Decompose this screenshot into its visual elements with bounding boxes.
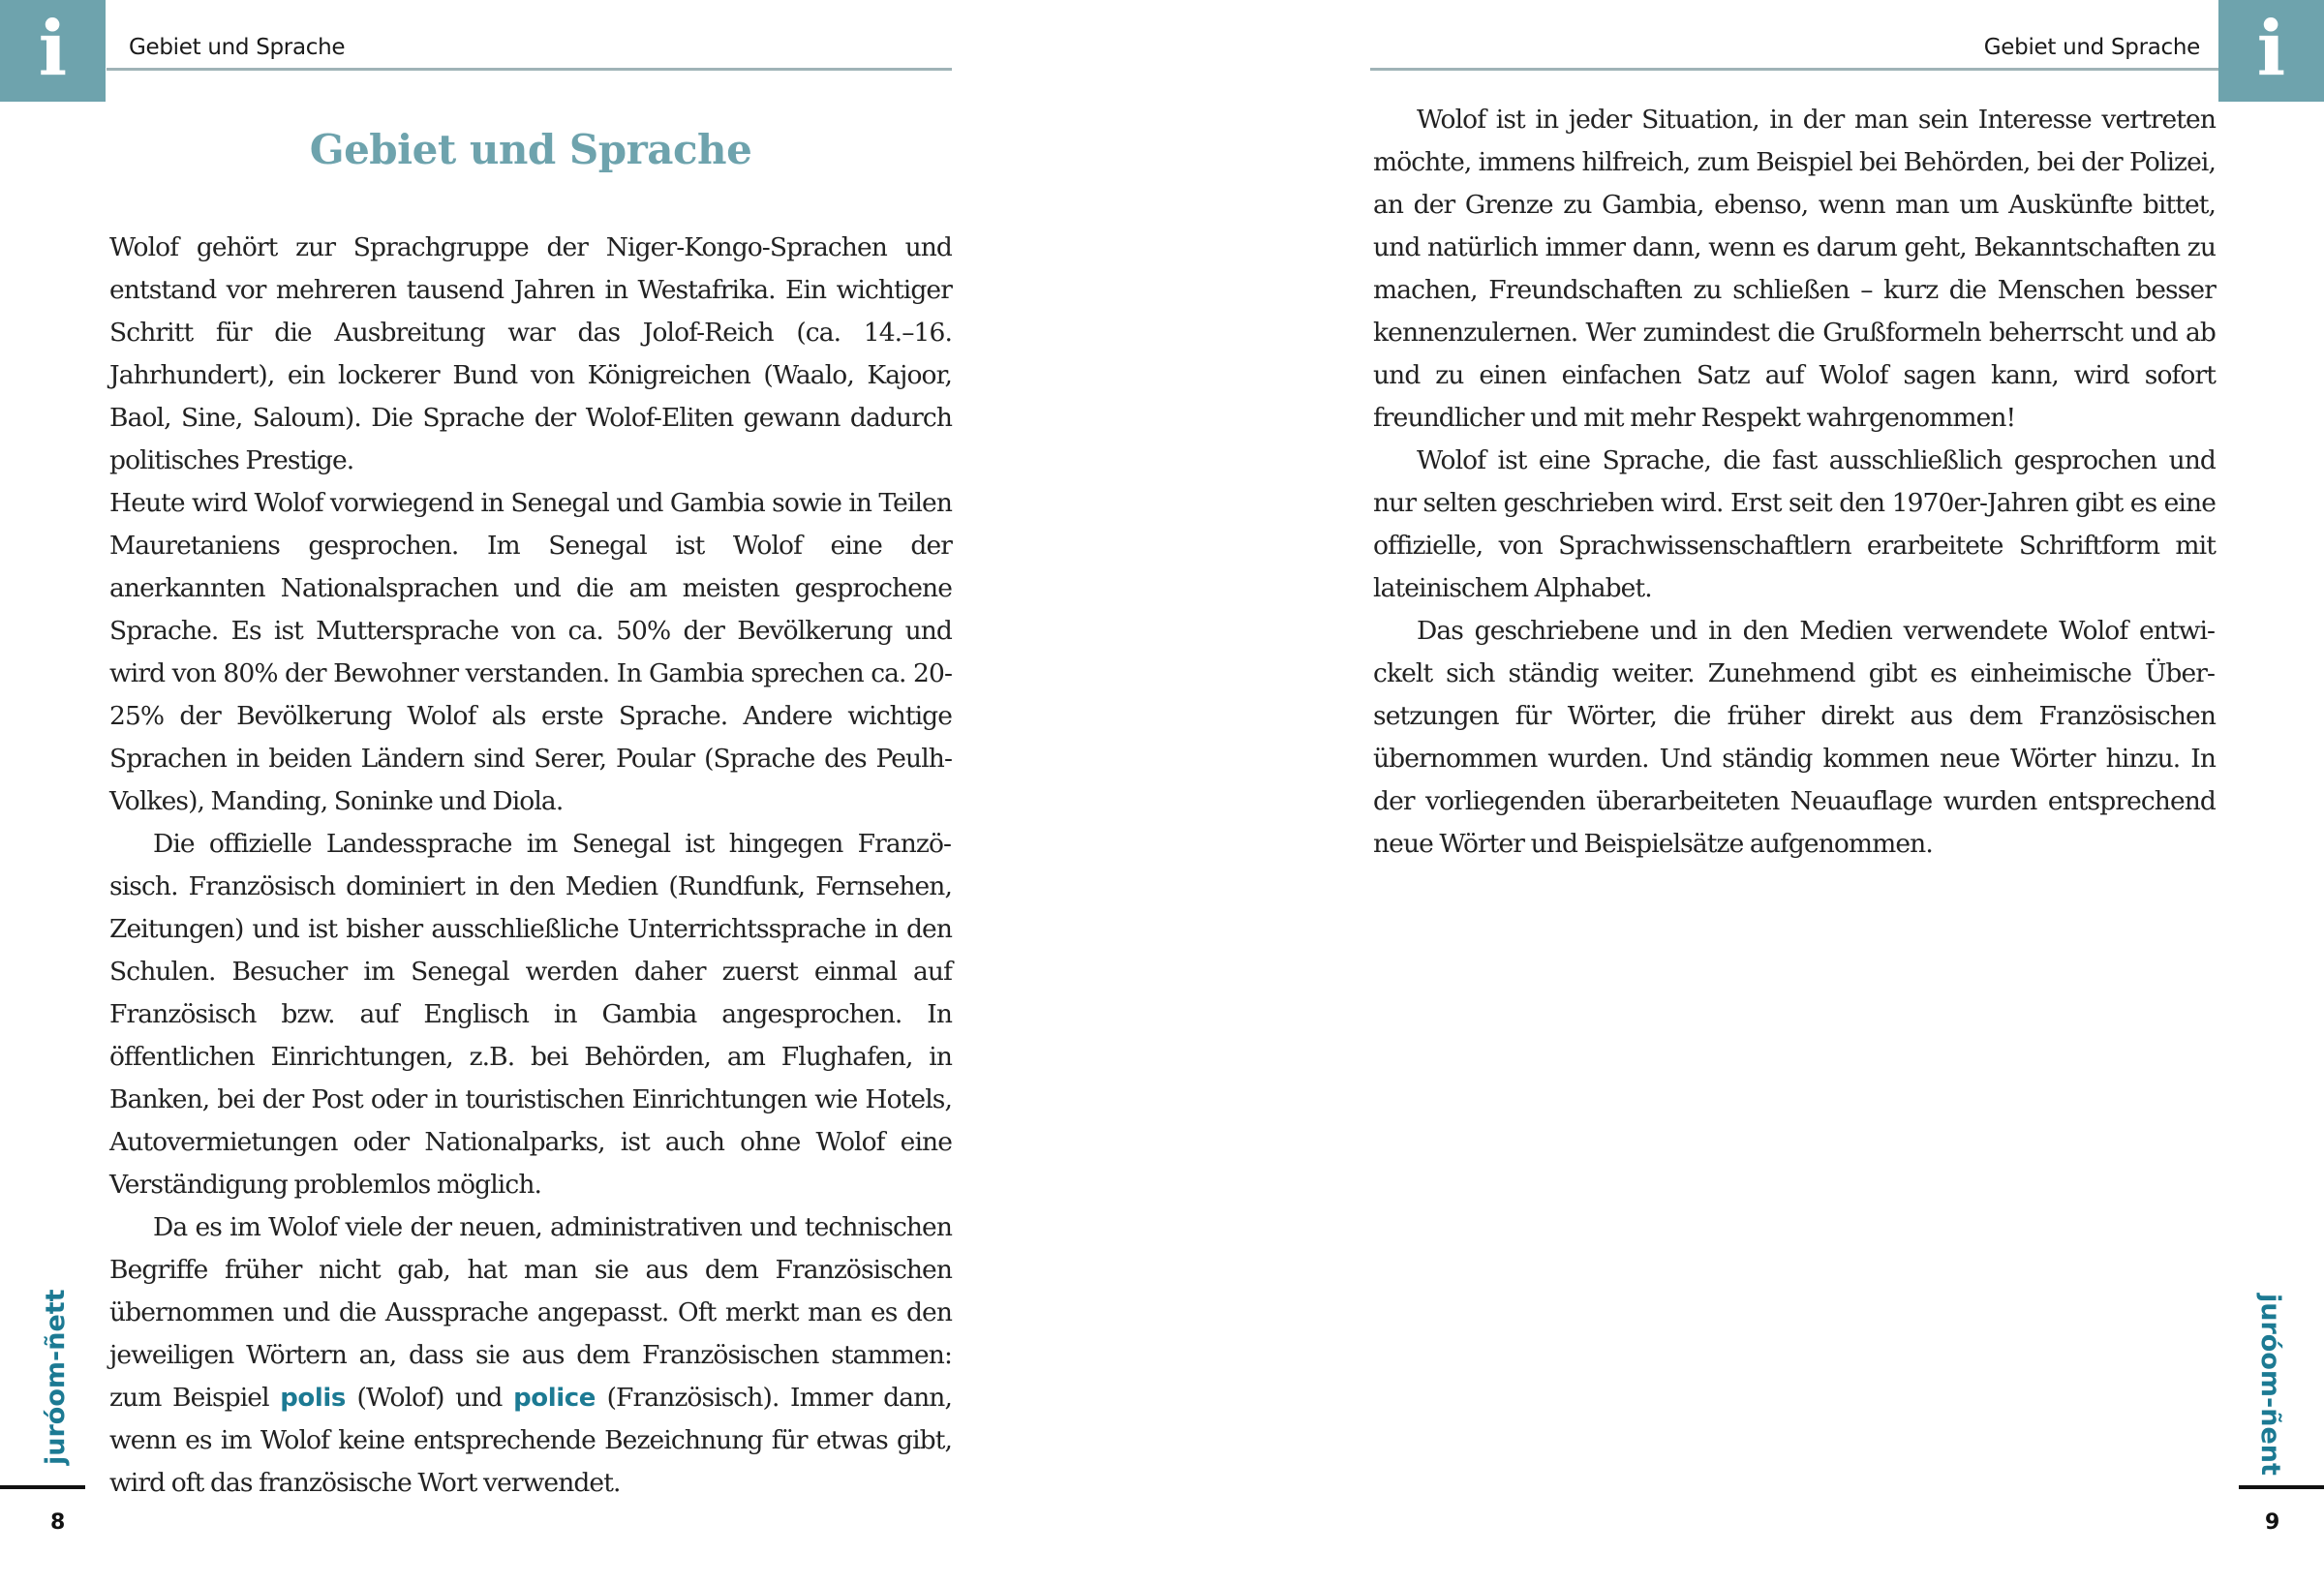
right-page — [1162, 0, 2324, 1585]
side-page-label: juróom-ñent — [2255, 1294, 2285, 1476]
body-text — [109, 227, 952, 1505]
footer-rule — [2239, 1485, 2324, 1489]
paragraph-text: (Französisch). Immer dann, wenn es im Wolof keine entsprechende Bezeichnung für etwas gibt, wird oft das französische Wort verwendet. — [109, 1383, 952, 1498]
header-rule — [1370, 68, 2218, 71]
page-number: 8 — [50, 1510, 66, 1535]
body-text — [1373, 99, 2216, 866]
chapter-title: Gebiet und Sprache — [309, 126, 752, 173]
paragraph: Wolof gehört zur Sprachgruppe der Niger-Kongo-Sprachen und entstand vor mehreren tausend Jahren in Westafrika. Ein wichtiger Schritt für die Ausbreitung war das Jolof-Reich (ca. 14.–16. Jahrhundert), ein lockerer Bund von Königreichen (Waalo, Kajoor, Baol, Sine, Saloum). Die Sprache der Wolof-Eliten gewann dadurch politisches Prestige. — [109, 232, 952, 475]
footer-rule — [0, 1485, 85, 1489]
paragraph: Wolof ist eine Sprache, die fast ausschließlich gesprochen und nur selten geschrieben wird. Erst seit den 1970er-Jahren gibt es eine offizielle, von Sprachwissenschaftlern erarbeitete Schriftform mit lateinischem Alphabet. — [1373, 445, 2216, 603]
side-page-label: juróom-ñett — [41, 1289, 71, 1465]
running-header: Gebiet und Sprache — [129, 35, 346, 60]
paragraph: Wolof ist in jeder Situation, in der man sein Interesse vertreten möchte, immens hilfreich, zum Beispiel bei Behörden, bei der Polizei, an der Grenze zu Gambia, ebenso, wenn man um Auskünfte bittet, und natürlich immer dann, wenn es darum geht, Bekanntschaften zu machen, Freundschaften zu schließen – kurz die Menschen besser kennenzulernen. Wer zumindest die Grußformeln beherrscht und ab und zu einen einfachen Satz auf Wolof sagen kann, wird sofort freundlicher und mit mehr Respekt wahrgenommen! — [1373, 105, 2216, 433]
header-rule — [107, 68, 952, 71]
paragraph: Die offizielle Landessprache im Senegal ist hingegen Französisch. Französisch dominiert in den Medien (Rundfunk, Fernsehen, Zeitungen) und ist bisher ausschließliche Unterrichtssprache in den Schulen. Besucher im Senegal werden daher zuerst einmal auf Französisch bzw. auf Englisch in Gambia angesprochen. In öffentlichen Einrichtungen, z.B. bei Behörden, am Flughafen, in Banken, bei der Post oder in touristischen Einrichtungen wie Hotels, Autovermietungen oder Nationalparks, ist auch ohne Wolof eine Verständigung problemlos möglich. — [109, 829, 952, 1200]
info-icon: i — [38, 4, 68, 93]
paragraph: Das geschriebene und in den Medien verwendete Wolof entwickelt sich ständig weiter. Zunehmend gibt es einheimische Übersetzungen für Wörter, die früher direkt aus dem Französischen übernommen wurden. Und ständig kommen neue Wörter hinzu. In der vorliegenden überarbeiteten Neuauflage wurden entsprechend neue Wörter und Beispielsätze aufgenommen. — [1373, 616, 2216, 859]
info-icon: i — [2256, 4, 2286, 93]
french-term: police — [513, 1384, 596, 1413]
paragraph — [109, 1206, 952, 1505]
info-tab — [0, 0, 106, 102]
info-tab — [2218, 0, 2324, 102]
running-header: Gebiet und Sprache — [1983, 35, 2200, 60]
wolof-term: polis — [280, 1384, 346, 1413]
paragraph-text: Da es im Wolof viele der neuen, administrativen und technischen Begriffe früher nicht gab, hat man sie aus dem Französischen übernommen und die Aussprache angepasst. Oft merkt man es den jeweiligen Wörtern an, dass sie aus dem Französischen stammen: zum Beispiel — [109, 1212, 952, 1413]
page-number: 9 — [2265, 1510, 2280, 1535]
paragraph-text: (Wolof) und — [345, 1383, 514, 1413]
paragraph: Heute wird Wolof vorwiegend in Senegal und Gambia sowie in Teilen Mauretaniens gesprochen. Im Senegal ist Wolof eine der anerkannten Nationalsprachen und die am meisten gesprochene Sprache. Es ist Muttersprache von ca. 50% der Bevölkerung und wird von 80% der Bewohner verstanden. In Gambia sprechen ca. 20-25% der Bevölkerung Wolof als erste Sprache. Andere wichtige Sprachen in beiden Ländern sind Serer, Poular (Sprache des Peulh-Volkes), Manding, Soninke und Diola. — [109, 488, 952, 816]
